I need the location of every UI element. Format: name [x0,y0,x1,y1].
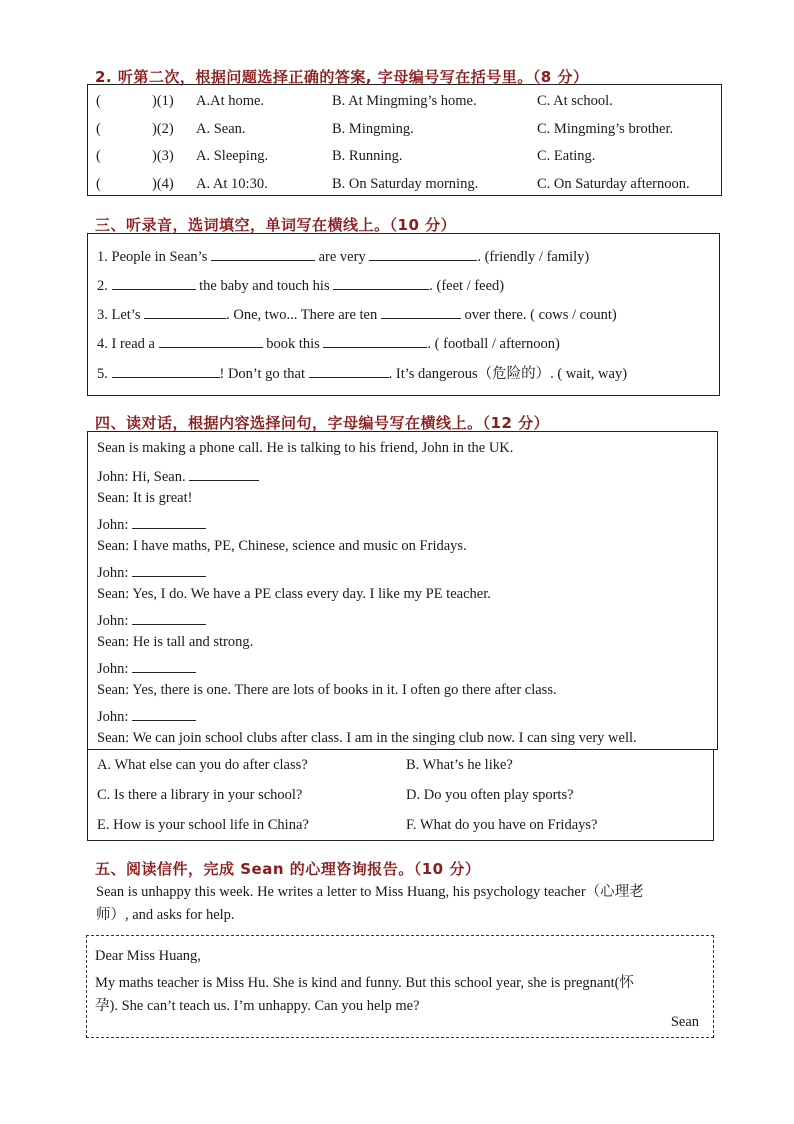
answer-blank[interactable] [333,275,429,290]
dialogue-text: John: [97,661,129,677]
question-number: )(3) [152,148,174,164]
question-number: )(4) [152,176,174,192]
option-item: F. What do you have on Fridays? [406,817,598,833]
dialogue-line [97,466,259,486]
option-item: C. Is there a library in your school? [97,787,303,803]
option-b: B. At Mingming’s home. [332,93,477,109]
dialogue-text: John: Hi, Sean. [97,469,186,485]
option-item: D. Do you often play sports? [406,787,574,803]
option-a: A.At home. [196,93,265,109]
intro-text: Sean is unhappy this week. He writes a letter to Miss Huang, his psychology teacher（心理老 [96,884,644,900]
letter-greeting: Dear Miss Huang, [95,948,201,964]
answer-blank[interactable] [132,658,196,673]
answer-bracket[interactable]: ( [96,148,101,164]
dialogue-line: Sean is making a phone call. He is talking to his friend, John in the UK. [97,440,514,456]
answer-blank[interactable] [159,333,263,348]
part2-row [88,121,721,141]
dialogue-line: Sean: I have maths, PE, Chinese, science and music on Fridays. [97,538,467,554]
word-choices: . (friendly / family) [477,249,590,265]
part2-row [88,148,721,168]
option-b: B. Running. [332,148,403,164]
question-text: Let’s [111,307,141,323]
word-choices: . (feet / feed) [429,278,505,294]
part2-row [88,93,721,113]
option-a: A. Sleeping. [196,148,269,164]
option-a: A. At 10:30. [196,176,268,192]
word-choices: . It’s dangerous（危险的）. ( wait, way) [388,366,628,382]
letter-box [86,935,714,1038]
answer-blank[interactable] [211,246,315,261]
question-text: I read a [111,336,155,352]
question-number: 4. [97,336,108,352]
question-text: the baby and touch his [199,278,330,294]
question-text: book this [266,336,320,352]
dialogue-line [97,562,206,582]
question-number: )(1) [152,93,174,109]
word-choices: over there. ( cows / count) [464,307,617,323]
option-item: E. How is your school life in China? [97,817,309,833]
intro-text: 师）, and asks for help. [96,907,235,923]
dialogue-text: John: [97,613,129,629]
part3-heading: 三、听录音，选词填空，单词写在横线上。（10 分） [95,216,457,234]
option-b: B. On Saturday morning. [332,176,479,192]
part2-row [88,176,721,196]
answer-blank[interactable] [309,363,389,378]
answer-blank[interactable] [381,304,461,319]
dialogue-text: John: [97,709,129,725]
answer-bracket[interactable]: ( [96,121,101,137]
dialogue-line: Sean: We can join school clubs after class. I am in the singing club now. I can sing very well. [97,730,637,746]
answer-blank[interactable] [132,610,206,625]
dialogue-line: Sean: It is great! [97,490,193,506]
question-text: are very [318,249,366,265]
answer-blank[interactable] [112,275,196,290]
answer-bracket[interactable]: ( [96,176,101,192]
answer-blank[interactable] [144,304,226,319]
option-c: C. Eating. [537,148,596,164]
fill-question-5 [97,362,627,383]
answer-blank[interactable] [323,333,427,348]
fill-question-4 [97,333,560,353]
dialogue-text: John: [97,517,129,533]
part2-heading: 2. 听第二次，根据问题选择正确的答案, 字母编号写在括号里。（8 分） [95,68,589,86]
dialogue-line [97,658,196,678]
question-text: . One, two... There are ten [226,307,378,323]
part5-heading: 五、阅读信件，完成 Sean 的心理咨询报告。（10 分） [95,860,481,878]
question-options-box [87,749,714,841]
option-item: B. What’s he like? [406,757,513,773]
dialogue-line [97,706,196,726]
fill-question-1 [97,246,589,266]
dialogue-line: Sean: Yes, there is one. There are lots of books in it. I often go there after class. [97,682,557,698]
question-number: 2. [97,278,108,294]
question-number: )(2) [152,121,174,137]
dialogue-line [97,610,206,630]
option-c: C. On Saturday afternoon. [537,176,690,192]
question-number: 3. [97,307,108,323]
letter-body: 孕). She can’t teach us. I’m unhappy. Can you help me? [95,998,420,1014]
answer-blank[interactable] [369,246,477,261]
dialogue-text: John: [97,565,129,581]
option-b: B. Mingming. [332,121,414,137]
option-a: A. Sean. [196,121,246,137]
option-item: A. What else can you do after class? [97,757,308,773]
fill-question-3 [97,304,617,324]
part2-answer-box [87,84,722,196]
answer-blank[interactable] [112,363,220,378]
dialogue-line [97,514,206,534]
fill-question-2 [97,275,504,295]
question-text: ! Don’t go that [219,366,306,382]
option-c: C. At school. [537,93,613,109]
part4-heading: 四、读对话，根据内容选择问句，字母编号写在横线上。（12 分） [95,414,550,432]
question-number: 1. [97,249,108,265]
dialogue-line: Sean: Yes, I do. We have a PE class every day. I like my PE teacher. [97,586,491,602]
part3-box [87,233,720,396]
answer-blank[interactable] [132,706,196,721]
answer-blank[interactable] [132,514,206,529]
dialogue-box [87,431,718,750]
question-number: 5. [97,366,108,382]
question-text: People in Sean’s [111,249,208,265]
answer-blank[interactable] [132,562,206,577]
letter-signature: Sean [670,1014,699,1030]
answer-bracket[interactable]: ( [96,93,101,109]
answer-blank[interactable] [189,466,259,481]
letter-body: My maths teacher is Miss Hu. She is kind and funny. But this school year, she is pregnant(怀 [95,975,634,991]
option-c: C. Mingming’s brother. [537,121,674,137]
word-choices: . ( football / afternoon) [427,336,560,352]
dialogue-line: Sean: He is tall and strong. [97,634,254,650]
